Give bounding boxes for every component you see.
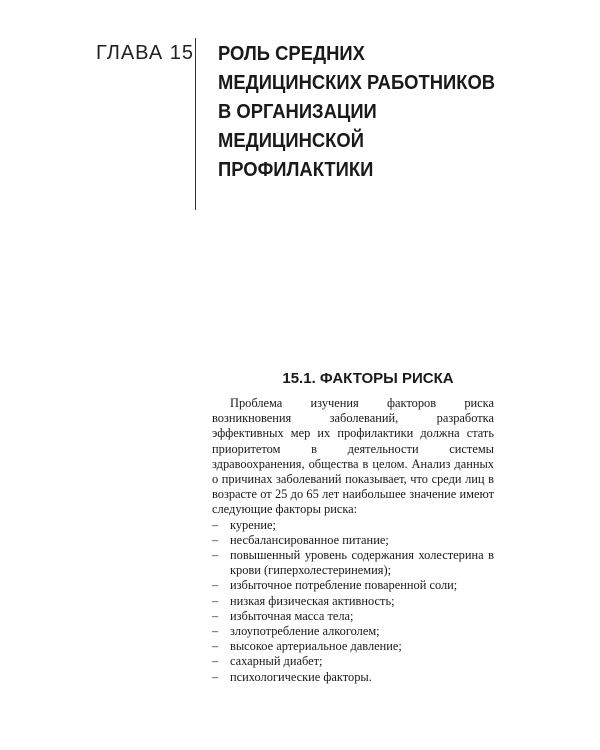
list-item-text: избыточное потребление поваренной соли;	[230, 578, 458, 593]
chapter-label: ГЛАВА 15	[96, 42, 194, 64]
list-item-text: высокое артериальное давление;	[230, 639, 402, 654]
list-item	[212, 578, 494, 593]
list-dash: –	[212, 593, 219, 608]
intro-paragraph: Проблема изучения факторов риска возникновения заболеваний, разработка эффективных мер их профилактики должна стать приоритетом в деятельности системы здравоохранения, общества в целом. Анализ данных о причинах заболеваний показывает, что среди лиц в возрасте от 25 до 65 лет наибольшее значение имеют следующие факторы риска:	[212, 396, 494, 517]
list-dash: –	[212, 669, 219, 684]
section-title: 15.1. ФАКТОРЫ РИСКА	[282, 370, 454, 387]
chapter-title-line: ПРОФИЛАКТИКИ	[218, 159, 374, 181]
list-item-text: низкая физическая активность;	[230, 593, 395, 608]
chapter-divider	[195, 38, 196, 210]
list-item	[212, 624, 494, 639]
list-item	[212, 594, 494, 609]
list-item	[212, 654, 494, 669]
list-item	[212, 609, 494, 624]
chapter-title-line: РОЛЬ СРЕДНИХ	[218, 43, 365, 65]
list-dash: –	[212, 608, 219, 623]
list-item	[212, 518, 494, 533]
chapter-title	[218, 40, 522, 185]
list-item-text: сахарный диабет;	[230, 654, 323, 669]
chapter-title-line: В ОРГАНИЗАЦИИ	[218, 101, 377, 123]
list-dash: –	[212, 548, 219, 563]
list-item	[212, 639, 494, 654]
list-item	[212, 548, 494, 578]
list-dash: –	[212, 654, 219, 669]
list-item	[212, 670, 494, 685]
list-item-text: курение;	[230, 517, 276, 532]
list-dash: –	[212, 624, 219, 639]
list-dash: –	[212, 639, 219, 654]
chapter-title-line: МЕДИЦИНСКИХ РАБОТНИКОВ	[218, 72, 496, 94]
list-item-text: несбалансированное питание;	[230, 532, 389, 547]
list-dash: –	[212, 578, 219, 593]
list-item-text: злоупотребление алкоголем;	[230, 624, 380, 639]
list-item-text: избыточная масса тела;	[230, 608, 354, 623]
section-body	[212, 396, 494, 685]
list-item-text: повышенный уровень содержания холестерина в крови (гиперхолестеринемия);	[230, 548, 494, 578]
list-item-text: психологические факторы.	[230, 669, 372, 684]
list-item	[212, 533, 494, 548]
chapter-title-line: МЕДИЦИНСКОЙ	[218, 130, 364, 152]
list-dash: –	[212, 532, 219, 547]
list-dash: –	[212, 517, 219, 532]
risk-factor-list	[212, 518, 494, 685]
